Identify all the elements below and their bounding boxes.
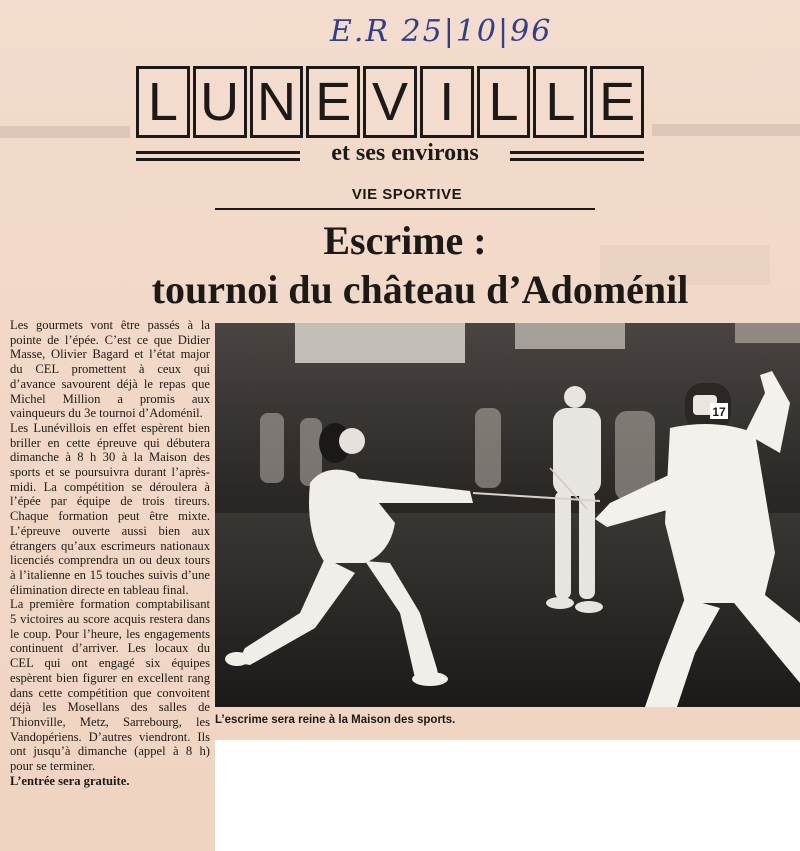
bleed-through-band bbox=[0, 126, 130, 138]
photo-caption: L’escrime sera reine à la Maison des sports. bbox=[215, 714, 456, 726]
masthead-rule bbox=[510, 151, 644, 161]
section-rubric: VIE SPORTIVE bbox=[351, 186, 463, 203]
masthead-letter: L bbox=[533, 66, 587, 138]
masthead-letter: E bbox=[306, 66, 360, 138]
handwritten-date-note: E.R 25|10|96 bbox=[330, 14, 553, 49]
article-paragraph: Les gourmets vont être passés à la pointe de l’épée. C’est ce que Didier Masse, Olivier Bagard et l’état major du CEL promettent à ceux qui d’avance savourent déjà le repas que Michel Million a promis aux vainqueurs du 3e tournoi d’Adoménil. bbox=[10, 318, 210, 421]
fencing-photo bbox=[215, 323, 800, 707]
masthead-letter: V bbox=[363, 66, 417, 138]
article-paragraph: Les Lunévillois en effet espèrent bien briller en cette épreuve qui débutera dimanche à 8 h 30 à la Maison des sports et se poursuivra durant l’après-midi. La compétition se déroulera à l’épée par équipe de trois tireurs. Chaque formation peut être mixte. L’épreuve ouverte aussi bien aux étrangers qu’aux escrimeurs nationaux licenciés comprendra un ou deux tours à l’italienne en 15 touches suivis d’une élimination directe en tableau final. bbox=[10, 420, 210, 597]
bleed-through-band bbox=[652, 124, 800, 136]
blank-cut-area bbox=[215, 740, 800, 851]
article-closing: L’entrée sera gratuite. bbox=[10, 773, 130, 788]
headline-line-1: Escrime : bbox=[323, 218, 487, 263]
masthead-letter: L bbox=[477, 66, 531, 138]
masthead-letter: E bbox=[590, 66, 644, 138]
rubric-rule bbox=[215, 208, 595, 210]
masthead-subtitle: et ses environs bbox=[331, 140, 479, 166]
headline-line-2: tournoi du château d’Adoménil bbox=[151, 267, 689, 312]
fencing-photo-drawing bbox=[215, 323, 800, 707]
masthead-letter: I bbox=[420, 66, 474, 138]
masthead-letter: L bbox=[136, 66, 190, 138]
article-body bbox=[10, 318, 210, 848]
fencer-bib-number: 17 bbox=[712, 405, 726, 419]
article-paragraph: La première formation comptabilisant 5 victoires au score acquis restera dans le coup. Pour l’heure, les engagements continuent d’arriver. Les locaux du CEL qui ont engagé six équipes espèrent bien figurer en excellent rang dans cette compétition que convoitent déjà les Mosellans des salles de Thionville, Metz, Sarrebourg, les Vandopériens. D’autres viendront. Ils ont jusqu’à dimanche (appel à 8 h) pour se terminer. bbox=[10, 597, 210, 774]
masthead bbox=[136, 66, 644, 138]
masthead-letter: N bbox=[250, 66, 304, 138]
masthead-rule bbox=[136, 151, 300, 161]
masthead-letter: U bbox=[193, 66, 247, 138]
